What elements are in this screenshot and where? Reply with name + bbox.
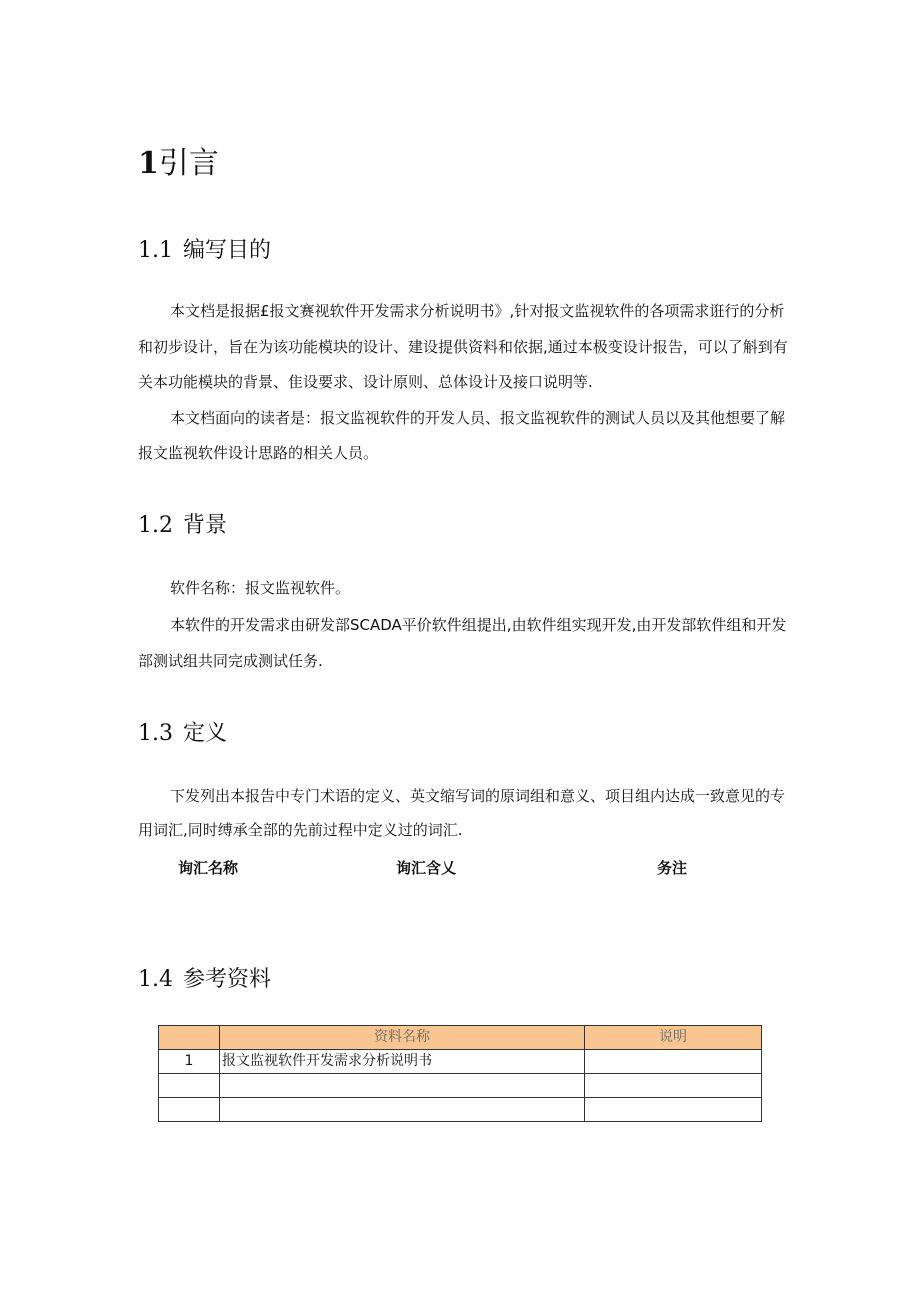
- cell-description: [585, 1050, 762, 1074]
- table-row: [159, 1050, 762, 1074]
- paragraph-line: 软件名称：报文监视软件。: [170, 579, 351, 597]
- paragraph-line: 本文档面向的读者是：报文监视软件的开发人员、报文监视软件的测试人员以及其他想要了解: [170, 409, 786, 427]
- chapter-number: 1: [138, 146, 159, 181]
- cell-index: [159, 1074, 220, 1098]
- definition-header-meaning: 询汇含乂: [396, 859, 457, 877]
- table-row: [159, 1098, 762, 1122]
- section-title: 定义: [183, 721, 228, 746]
- paragraph-line: 下发列出本报告中专门术语的定义、英文缩写词的原词组和意义、项目组内达成一致意见的专: [170, 787, 786, 805]
- section-number: 1.2: [138, 513, 173, 538]
- paragraph-line: 和初步设计，旨在为该功能模块的设计、建设提供资料和依据,通过本极变设计报告，可以了斛到有: [138, 338, 788, 356]
- table-header-row: [159, 1026, 762, 1050]
- cell-name: [220, 1074, 585, 1098]
- chapter-title-text: 引言: [158, 146, 219, 181]
- reference-table: [158, 1025, 762, 1122]
- cell-name: [220, 1098, 585, 1122]
- paragraph-line: 本文档是报据£报文赛视软件开发需求分析说明书》,针对报文监视软件的各项需求诳行的分析: [170, 302, 785, 320]
- section-number: 1.1: [138, 238, 173, 263]
- header-index: [159, 1026, 220, 1050]
- section-heading-1-1: [138, 236, 271, 266]
- chapter-title: [138, 144, 219, 184]
- section-title: 参考资料: [183, 967, 272, 992]
- definition-header-remark: 务注: [657, 859, 688, 877]
- cell-name: 报文监视软件开发需求分析说明书: [220, 1050, 585, 1074]
- header-name: 资料名称: [220, 1026, 585, 1050]
- header-description: 说明: [585, 1026, 762, 1050]
- paragraph-line: 部测试组共同完成测试任务.: [138, 652, 323, 670]
- cell-description: [585, 1098, 762, 1122]
- table-row: [159, 1074, 762, 1098]
- section-number: 1.3: [138, 721, 173, 746]
- cell-index: [159, 1098, 220, 1122]
- section-title: 编写目的: [183, 238, 272, 263]
- paragraph-line: 关本功能模块的背景、隹设要求、设计原则、总体设计及接口说明等.: [138, 373, 593, 391]
- section-heading-1-3: [138, 719, 227, 749]
- definition-header-term: 询汇名称: [178, 859, 239, 877]
- section-heading-1-4: [138, 965, 271, 995]
- paragraph-line: 报文监视软件设计思路的相关人员。: [138, 444, 379, 462]
- section-number: 1.4: [138, 967, 173, 992]
- paragraph-line: 用词汇,同时缚承全部的先前过程中定义过的词汇.: [138, 821, 463, 839]
- cell-description: [585, 1074, 762, 1098]
- section-heading-1-2: [138, 511, 227, 541]
- cell-index: 1: [159, 1050, 220, 1074]
- section-title: 背景: [183, 513, 228, 538]
- paragraph-line: 本软件的开发需求由研发部SCADA平价软件组提出,由软件组实现开发,由开发部软件组和开发: [170, 616, 787, 634]
